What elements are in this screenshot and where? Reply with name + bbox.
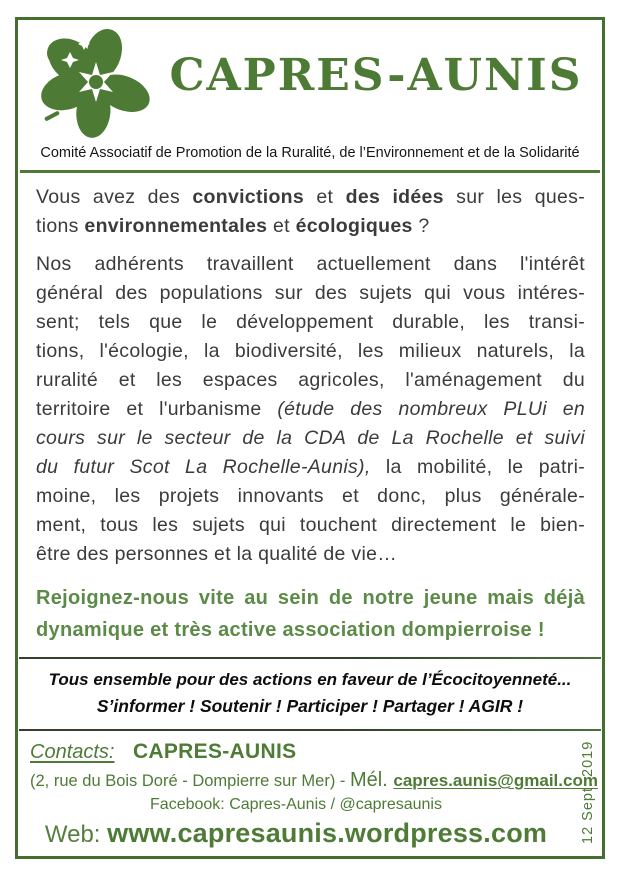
- flyer-green-frame: [15, 17, 605, 859]
- contacts-address-row: [30, 769, 598, 792]
- text-line: dynamique et très active association dompierroise !: [36, 619, 545, 641]
- text-line: Vous avez des convictions et des idées sur les ques-: [36, 186, 585, 208]
- slogan-line-2: S’informer ! Soutenir ! Participer ! Partager ! AGIR !: [96, 696, 524, 716]
- flower-logo-svg: [32, 26, 154, 138]
- slogan-band: [18, 659, 602, 729]
- text-line: du futur Scot La Rochelle-Aunis), la mobilité, le patri-: [36, 456, 585, 478]
- text-line: général des populations sur des sujets qui vous intéres-: [36, 282, 585, 304]
- text-line: tions environnementales et écologiques ?: [36, 215, 430, 237]
- body-text: [18, 173, 602, 646]
- page-title: CAPRES-AUNIS: [169, 50, 583, 101]
- slogan-line-1: Tous ensemble pour des actions en faveur de l’Écocitoyenneté...: [48, 670, 572, 689]
- text-line: Nos adhérents travaillent actuellement dans l'intérêt: [36, 253, 585, 275]
- contacts-header-row: [30, 740, 562, 764]
- contacts-section: [18, 731, 602, 849]
- contacts-label: Contacts:: [30, 741, 115, 763]
- text-line: cours sur le secteur de la CDA de La Rochelle et suivi: [36, 427, 585, 449]
- flower-logo-icon: [32, 26, 160, 143]
- vertical-date: 12 Sept. 2019: [580, 740, 596, 844]
- body-paragraph-intro-question: [36, 183, 585, 241]
- mel-label: Mél.: [350, 769, 394, 791]
- contacts-address: (2, rue du Bois Doré - Dompierre sur Mer) -: [30, 772, 351, 790]
- header: [18, 20, 602, 143]
- contacts-org-name: CAPRES-AUNIS: [132, 740, 297, 763]
- body-paragraph-adherents: [36, 250, 585, 569]
- web-url-link[interactable]: www.capresaunis.wordpress.com: [107, 818, 548, 848]
- email-link[interactable]: capres.aunis@gmail.com: [393, 771, 598, 790]
- facebook-row: Facebook: Capres-Aunis / @capresaunis: [150, 796, 442, 813]
- web-label: Web:: [44, 821, 108, 848]
- text-line: tions, l'écologie, la biodiversité, les milieux naturels, la: [36, 340, 585, 362]
- web-row: [30, 818, 562, 849]
- text-line: être des personnes et la qualité de vie…: [36, 543, 398, 565]
- text-line: sent; tels que le développement durable, les transi-: [36, 311, 585, 333]
- text-line: Rejoignez-nous vite au sein de notre jeune mais déjà: [36, 587, 585, 609]
- subtitle: Comité Associatif de Promotion de la Ruralité, de l’Environnement et de la Solidarité: [40, 145, 580, 161]
- text-line: territoire et l'urbanisme (étude des nombreux PLUi en: [36, 398, 586, 420]
- body-paragraph-rejoignez: [36, 582, 585, 646]
- text-line: moine, les projets innovants et donc, plus générale-: [36, 485, 585, 507]
- text-line: ment, tous les sujets qui touchent directement le bien-: [36, 514, 585, 536]
- text-line: ruralité et les espaces agricoles, l'aménagement du: [36, 369, 585, 391]
